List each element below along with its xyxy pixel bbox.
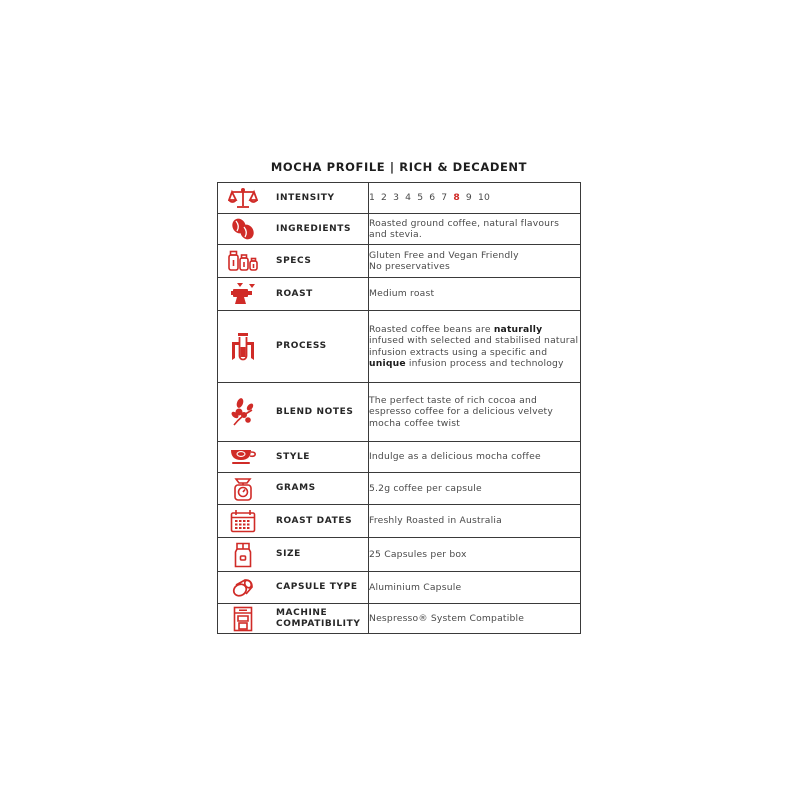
scale-value: 1 (369, 192, 376, 204)
table-row-process (218, 311, 581, 383)
row-label: SIZE (276, 549, 301, 559)
table-row-specs (218, 245, 581, 278)
table-row-roast (218, 278, 581, 311)
capsule-icon (218, 578, 268, 598)
jars-icon (218, 250, 268, 272)
row-value: Indulge as a delicious mocha coffee (369, 442, 581, 473)
coffee-bag-icon (218, 542, 268, 568)
row-label: INTENSITY (276, 192, 335, 203)
scale-value-active: 8 (453, 192, 460, 204)
kitchen-scale-icon (218, 477, 268, 501)
row-value: Medium roast (369, 278, 581, 311)
value-text-bold: naturally (493, 323, 543, 335)
table-row-style (218, 442, 581, 473)
table-row-blend-notes (218, 383, 581, 442)
coffee-machine-icon (218, 606, 268, 632)
row-label: SPECS (276, 255, 312, 266)
scale-icon (218, 187, 268, 209)
row-value: The perfect taste of rich cocoa and espresso coffee for a delicious velvety mocha coffee twist (369, 383, 581, 442)
scale-value: 7 (441, 192, 448, 204)
row-value-line: No preservatives (369, 261, 450, 272)
row-value-line: Gluten Free and Vegan Friendly (369, 249, 519, 261)
scale-value: 5 (417, 192, 424, 204)
row-label: GRAMS (276, 483, 316, 493)
row-label: STYLE (276, 451, 311, 462)
page-title: MOCHA PROFILE | RICH & DECADENT (270, 160, 528, 174)
table-row-size (218, 538, 581, 572)
coffee-cup-icon (218, 448, 268, 466)
value-text-bold: unique (369, 357, 406, 369)
table-row-grams (218, 473, 581, 505)
scale-value: 4 (405, 192, 412, 204)
row-label: ROAST (276, 288, 313, 299)
value-text: infusion process and technology (405, 357, 564, 369)
scale-value: 9 (465, 192, 472, 204)
row-label-line: COMPATIBILITY (276, 618, 361, 629)
row-value: Nespresso® System Compatible (369, 604, 581, 634)
table-row-machine-compatibility (218, 604, 581, 634)
intensity-scale (369, 183, 581, 214)
coffee-branch-icon (218, 398, 268, 426)
row-value: Roasted ground coffee, natural flavours and stevia. (369, 214, 581, 245)
row-label: BLEND NOTES (276, 406, 354, 417)
scale-value: 3 (393, 192, 400, 204)
row-label-line: MACHINE (276, 607, 328, 618)
scale-value: 6 (429, 192, 436, 204)
row-label: CAPSULE TYPE (276, 582, 358, 592)
value-text: Roasted coffee beans are (369, 323, 494, 335)
infusion-flask-icon (218, 332, 268, 362)
value-text: infused with selected and stabilised natural infusion extracts using a specific and (369, 335, 579, 358)
table-row-roast-dates (218, 505, 581, 538)
table-row-ingredients (218, 214, 581, 245)
row-value (369, 311, 581, 383)
row-value: Aluminium Capsule (369, 572, 581, 604)
scale-value: 2 (381, 192, 388, 204)
table-row-intensity (218, 183, 581, 214)
scale-value: 10 (477, 192, 491, 204)
row-value: 25 Capsules per box (369, 538, 581, 572)
row-label: PROCESS (276, 341, 327, 351)
coffee-beans-icon (218, 218, 268, 240)
calendar-icon (218, 509, 268, 533)
roaster-icon (218, 282, 268, 306)
row-label: ROAST DATES (276, 515, 353, 526)
row-value: Freshly Roasted in Australia (369, 505, 581, 538)
row-label: INGREDIENTS (276, 223, 352, 234)
table-row-capsule-type (218, 572, 581, 604)
row-value: 5.2g coffee per capsule (369, 473, 581, 505)
profile-table (217, 182, 581, 634)
